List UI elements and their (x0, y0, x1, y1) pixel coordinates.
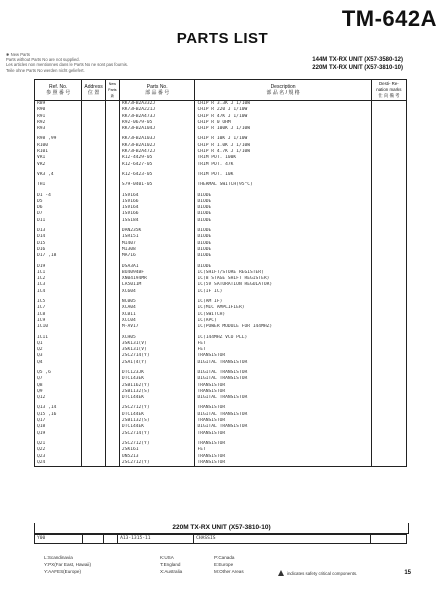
cell-description: CHASSIS (194, 535, 371, 544)
cell-description: CHIP R 220 J 1/10W (195, 107, 371, 113)
cell-description: DIODE (195, 199, 371, 205)
legend-entry: K:USA (160, 555, 174, 560)
cell-parts-no: A13-1315-11 (118, 535, 194, 544)
cell-parts-no: 1SV166 (119, 199, 195, 205)
cell-parts-no: XC604 (119, 289, 195, 295)
cell-parts-no: MA716 (119, 253, 195, 259)
cell-ref: Q21 (35, 441, 82, 447)
cell-parts-no: DTC144EK (119, 395, 195, 401)
cell-parts-no: 2SK161 (119, 447, 195, 453)
cell-description: DIGITAL TRANSISTOR (195, 424, 371, 430)
cell-parts-no: 1SS184 (119, 218, 195, 224)
cell-description: FET (195, 447, 371, 453)
cell-new (103, 535, 117, 544)
cell-description: TRIM POT. 100K (195, 155, 371, 161)
legend-entry: E:Europe (214, 562, 234, 567)
table-row (35, 460, 407, 467)
legend-entry: P:Canada (214, 555, 235, 560)
cell-parts-no: 1SV166 (119, 211, 195, 217)
cell-parts-no: XCC04 (119, 318, 195, 324)
note-line: Les articles non mentionnes dans le Parts No ne sont pas fournis. (6, 62, 128, 68)
cell-ref: Q1 (35, 341, 82, 347)
cell-destination (371, 101, 406, 108)
cell-description: DIODE (195, 193, 371, 199)
cell-description: IC(SHIFT/STORE REGISTER) (195, 270, 371, 276)
cell-description: CHIP R 1.0K J 1/10W (195, 143, 371, 149)
cell-parts-no: RK73FB2A332J (119, 101, 195, 108)
unit-subheader: 220M TX-RX UNIT (X57-3810-10) (34, 523, 409, 534)
cell-parts-no: R12-6423-05 (119, 172, 195, 178)
cell-parts-no: 1SV164 (119, 193, 195, 199)
cell-parts-no: R12-6427-05 (119, 162, 195, 168)
cell-ref: R93 (35, 126, 82, 132)
note-line: ✱ New Parts (6, 52, 30, 57)
cell-ref: IC2 (35, 276, 82, 282)
extra-table (34, 534, 407, 544)
cell-ref: D7 (35, 211, 82, 217)
cell-ref: IC10 (35, 324, 82, 330)
cell-parts-no: 2SB1162(Y) (119, 383, 195, 389)
cell-parts-no: MI407 (119, 241, 195, 247)
notes-block (6, 52, 128, 73)
cell-new (105, 101, 119, 108)
note-line: Teile ohne Parts No werden nicht geliefert. (6, 67, 85, 73)
cell-description: CHIP R 3.3K J 1/10W (195, 101, 371, 108)
cell-description: FET (195, 347, 371, 353)
cell-ref: D6 (35, 205, 82, 211)
legend-column (160, 554, 182, 575)
cell-ref: Q3 (35, 353, 82, 359)
cell-ref: VR1 (35, 155, 82, 161)
cell-parts-no: 1SR151 (119, 234, 195, 240)
header-description: Description 部 品 名 / 規 格 (195, 80, 371, 101)
cell-parts-no: 2SC2712(Y) (119, 460, 195, 467)
cell-description: CHIP R 100K J 1/10W (195, 126, 371, 132)
cell-description: DIODE (195, 205, 371, 211)
cell-ref: R91 (35, 114, 82, 120)
cell-destination (371, 535, 407, 544)
cell-description: IC(POWER MODULE FOR 144MHZ) (195, 324, 371, 330)
header-destination: Desti- Re- nation marks 仕 向 備 考 (371, 80, 406, 101)
cell-ref: R101 (35, 149, 82, 155)
cell-description: DIGITAL TRANSISTOR (195, 370, 371, 376)
cell-parts-no: UN5213 (119, 454, 195, 460)
cell-description: TRANSISTOR (195, 405, 371, 411)
cell-parts-no: DTC123JK (119, 370, 195, 376)
legend-entry: T:England (160, 562, 181, 567)
cell-description: DIODE (195, 253, 371, 259)
cell-parts-no: 2SC2712(Y) (119, 441, 195, 447)
cell-ref: Q17 (35, 418, 82, 424)
cell-parts-no: 2SC2714(Y) (119, 431, 195, 437)
cell-ref: IC4 (35, 289, 82, 295)
unit-title: 144M TX-RX UNIT (X57-3580-12) (312, 57, 403, 63)
header-address: Address 位 置 (82, 80, 106, 101)
table-row (35, 535, 407, 544)
cell-description: IC(144MHZ VCO PLL) (195, 335, 371, 341)
cell-destination (371, 460, 406, 467)
cell-description: TRANSISTOR (195, 353, 371, 359)
table-header-row (35, 80, 407, 101)
header-parts-no: Parts No. 部 品 番 号 (119, 80, 195, 101)
header-new-parts: New Parts 新 (105, 80, 119, 101)
cell-parts-no: 2SC2714(Y) (119, 353, 195, 359)
cell-ref: IC3 (35, 282, 82, 288)
cell-ref: Q23 (35, 454, 82, 460)
cell-ref: Q24 (35, 460, 82, 467)
cell-description: DIODE (195, 241, 371, 247)
cell-description: TRANSISTOR (195, 389, 371, 395)
cell-description: TRANSISTOR (195, 431, 371, 437)
cell-description: FET (195, 341, 371, 347)
model-number: TM-642A (341, 6, 437, 31)
cell-parts-no: LA5011M (119, 282, 195, 288)
header-ref: Ref. No. 参 照 番 号 (35, 80, 82, 101)
cell-parts-no: R92-0679-05 (119, 120, 195, 126)
legend-entry: L:Scandinavia (44, 555, 73, 560)
cell-ref: IC7 (35, 305, 82, 311)
parts-table (34, 79, 407, 467)
cell-ref: R92 (35, 120, 82, 126)
cell-address (82, 535, 103, 544)
cell-ref: D15 (35, 241, 82, 247)
cell-ref: IC11 (35, 335, 82, 341)
legend-column (44, 554, 91, 575)
cell-parts-no: RK73FB2A221J (119, 107, 195, 113)
cell-ref: Q12 (35, 395, 82, 401)
cell-ref: D16 (35, 247, 82, 253)
cell-parts-no: XN04194MR (119, 276, 195, 282)
page-number: 15 (404, 570, 411, 576)
cell-address (82, 101, 106, 108)
cell-parts-no: RK73FB2A104J (119, 126, 195, 132)
table-body (35, 101, 407, 467)
cell-parts-no: RK73FB2A473J (119, 114, 195, 120)
cell-ref: D19 (35, 264, 82, 270)
cell-ref: Q4 (35, 360, 82, 366)
cell-parts-no: NC005 (119, 299, 195, 305)
cell-parts-no: XCA04 (119, 305, 195, 311)
cell-parts-no: DTC144EK (119, 424, 195, 430)
cell-ref: D13 (35, 228, 82, 234)
cell-ref: R98 ,99 (35, 136, 82, 142)
cell-description: IC(MIC AMPLIFIER) (195, 305, 371, 311)
cell-description: DIODE (195, 218, 371, 224)
table-row (35, 101, 407, 108)
cell-parts-no: 2SB1132(S) (119, 418, 195, 424)
cell-ref: Y00 (35, 535, 83, 544)
page-title: PARTS LIST (176, 30, 269, 47)
cell-ref: Q7 (35, 376, 82, 382)
cell-description: IC(SWITCH) (195, 312, 371, 318)
cell-parts-no: RK73FB2A102J (119, 143, 195, 149)
cell-description: THERMAL SWITCH(95°C) (195, 182, 371, 188)
cell-parts-no: XCH05 (119, 335, 195, 341)
cell-ref: D11 (35, 218, 82, 224)
cell-ref: D5 (35, 199, 82, 205)
cell-new (105, 460, 119, 467)
cell-ref: Q9 (35, 389, 82, 395)
cell-parts-no: BU4094BF (119, 270, 195, 276)
cell-description: CHIP R 47K J 1/10W (195, 114, 371, 120)
cell-parts-no: 1SV164 (119, 205, 195, 211)
cell-ref: Q18 (35, 424, 82, 430)
cell-description: DIODE (195, 228, 371, 234)
cell-ref: IC1 (35, 270, 82, 276)
cell-description: TRANSISTOR (195, 418, 371, 424)
legend-entry: Y:AAFES(Europe) (44, 569, 82, 574)
cell-ref: R89 (35, 101, 82, 108)
cell-description: DIGITAL TRANSISTOR (195, 360, 371, 366)
cell-description: CHIP R 0 OHM (195, 120, 371, 126)
cell-ref: Q15 ,16 (35, 412, 82, 418)
cell-description: TRANSISTOR (195, 383, 371, 389)
cell-parts-no: 2SC2712(Y) (119, 405, 195, 411)
cell-ref: Q8 (35, 383, 82, 389)
cell-parts-no: 2SB1132(S) (119, 389, 195, 395)
cell-ref: IC9 (35, 318, 82, 324)
cell-parts-no: DAN235K (119, 228, 195, 234)
cell-parts-no: 3SK131(V) (119, 341, 195, 347)
legend-column (214, 554, 244, 575)
cell-parts-no: RK73FB2A472J (119, 149, 195, 155)
cell-description: DIODE (195, 247, 371, 253)
cell-description: IC(IF IC) (195, 289, 371, 295)
cell-parts-no: DTC143EK (119, 376, 195, 382)
cell-ref: Q19 (35, 431, 82, 437)
cell-parts-no: XCB11 (119, 312, 195, 318)
cell-ref: Q2 (35, 347, 82, 353)
cell-parts-no: R12-4429-05 (119, 155, 195, 161)
cell-parts-no: 3SK131(V) (119, 347, 195, 353)
cell-ref: Q5 ,6 (35, 370, 82, 376)
cell-parts-no: DTC144EK (119, 412, 195, 418)
cell-ref: IC8 (35, 312, 82, 318)
cell-address (82, 460, 106, 467)
cell-ref: TH1 (35, 182, 82, 188)
cell-ref: VR3 ,4 (35, 172, 82, 178)
cell-description: CHIP R 4.7K J 1/10W (195, 149, 371, 155)
legend-entry: M:Other Areas (214, 569, 244, 574)
cell-ref: D1 -4 (35, 193, 82, 199)
cell-ref: IC5 (35, 299, 82, 305)
cell-description: TRANSISTOR (195, 454, 371, 460)
safety-text: indicates safety critical components. (287, 571, 358, 576)
cell-description: DIGITAL TRANSISTOR (195, 376, 371, 382)
cell-ref: Q13 ,14 (35, 405, 82, 411)
cell-ref: Q22 (35, 447, 82, 453)
legend-entry: X:Australia (160, 569, 183, 574)
cell-ref: D14 (35, 234, 82, 240)
cell-parts-no: DSA3A1 (119, 264, 195, 270)
cell-parts-no: M-AV17 (119, 324, 195, 330)
cell-description: CHIP R 10K J 1/10W (195, 136, 371, 142)
cell-parts-no: MI308 (119, 247, 195, 253)
warning-triangle-icon (278, 570, 284, 576)
note-line: Parts without Parts No are not supplied. (6, 57, 80, 63)
cell-description: DIODE (195, 211, 371, 217)
cell-ref: R90 (35, 107, 82, 113)
unit-titles (312, 57, 403, 72)
cell-ref: D17 ,18 (35, 253, 82, 259)
cell-description: DIGITAL TRANSISTOR (195, 412, 371, 418)
cell-parts-no: S79-0401-05 (119, 182, 195, 188)
cell-ref: VR2 (35, 162, 82, 168)
cell-description: DIODE (195, 234, 371, 240)
cell-parts-no: 2SA1(4(Y) (119, 360, 195, 366)
cell-description: TRIM POT. 47K (195, 162, 371, 168)
unit-title: 220M TX-RX UNIT (X57-3810-10) (312, 64, 403, 71)
cell-description: IC(AM IF) (195, 299, 371, 305)
safety-note (278, 570, 357, 576)
cell-description: TRANSISTOR (195, 441, 371, 447)
cell-ref: R100 (35, 143, 82, 149)
cell-description: TRIM POT. 10K (195, 172, 371, 178)
cell-description: DIGITAL TRANSISTOR (195, 395, 371, 401)
cell-description: IC(APC) (195, 318, 371, 324)
cell-description: TRANSISTOR (195, 460, 371, 467)
cell-description: DIODE (195, 264, 371, 270)
cell-description: IC(8 STAGE SHIFT REGISTER) (195, 276, 371, 282)
cell-description: IC(5V SATURATION REGULATOR) (195, 282, 371, 288)
cell-parts-no: RK73FB2A103J (119, 136, 195, 142)
legend-entry: Y:PX(Far East, Hawaii) (44, 562, 91, 567)
